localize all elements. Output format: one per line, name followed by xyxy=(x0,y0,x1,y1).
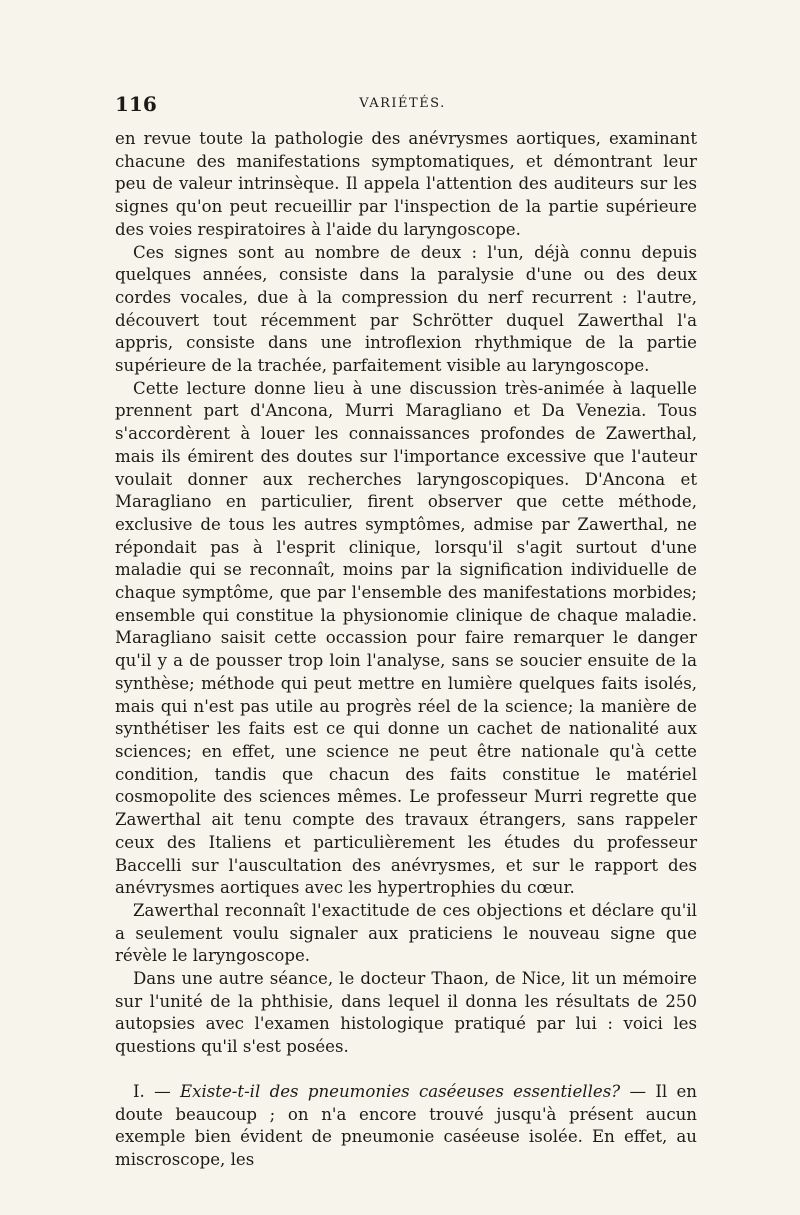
section-dash: — xyxy=(144,1081,181,1101)
page-body xyxy=(115,128,697,1172)
section-question: Existe-t-il des pneumonies caséeuses essentielles? xyxy=(180,1081,621,1101)
running-title: VARIÉTÉS. xyxy=(359,96,446,111)
paragraph-laryngoscope-signs: Ces signes sont au nombre de deux : l'un, déjà connu depuis quelques années, consiste dans la paralysie d'une ou des deux cordes vocales, due à la compression du nerf recurrent : l'autre, découvert tout récemment par Schrötter duquel Zawerthal l'a appris, consiste dans une introflexion rhythmique de la partie supérieure de la trachée, parfaitement visible au laryngoscope. xyxy=(115,242,697,376)
paragraph-discussion: Cette lecture donne lieu à une discussion très-animée à laquelle prennent part d'Ancona, Murri Maragliano et Da Venezia. Tous s'accordèrent à louer les connaissances profondes de Zawerthal, mais ils émirent des doutes sur l'importance excessive que l'auteur voulait donner aux recherches laryngoscopiques. D'Ancona et Maragliano en particulier, firent observer que cette méthode, exclusive de tous les autres symptômes, admise par Zawerthal, ne répondait pas à l'esprit clinique, lorsqu'il s'agit surtout d'une maladie qui se reconnaît, moins par la signification individuelle de chaque symptôme, que par l'ensemble des manifestations morbides; ensemble qui constitue la physionomie clinique de chaque maladie. Maragliano saisit cette occassion pour faire remarquer le danger qu'il y a de pousser trop loin l'analyse, sans se soucier ensuite de la synthèse; méthode qui peut mettre en lumière quelques faits isolés, mais qui n'est pas utile au progrès réel de la science; la manière de synthétiser les faits est ce qui donne un cachet de nationalité aux sciences; en effet, une science ne peut être nationale qu'à cette condition, tandis que chacun des faits constitue le matériel cosmopolite des sciences mêmes. Le professeur Murri regrette que Zawerthal ait tenu compte des travaux étrangers, sans rappeler ceux des Italiens et particulièrement les études du professeur Baccelli sur l'auscultation des anévrysmes, et sur le rapport des anévrysmes aortiques avec les hypertrophies du cœur. xyxy=(115,378,697,898)
page-header xyxy=(115,92,690,122)
paragraph-thaon-memoir: Dans une autre séance, le docteur Thaon, de Nice, lit un mémoire sur l'unité de la phthisie, dans lequel il donna les résultats de 250 autopsies avec l'examen histologique pratiqué par lui : voici les questions qu'il s'est posées. xyxy=(115,969,697,1057)
section-numeral: I. xyxy=(133,1081,145,1101)
section-question-1 xyxy=(115,1081,697,1172)
section-text: — Il en doute beaucoup ; on n'a encore trouvé jusqu'à présent aucun exemple bien évident de pneumonie caséeuse isolée. En effet, au miscroscope, les xyxy=(115,1081,697,1169)
paragraph-zawerthal-reply: Zawerthal reconnaît l'exactitude de ces objections et déclare qu'il a seulement voulu signaler aux praticiens le nouveau signe que révèle le laryngoscope. xyxy=(115,900,697,966)
paragraph-continuation: en revue toute la pathologie des anévrysmes aortiques, examinant chacune des manifestations symptomatiques, et démontrant leur peu de valeur intrinsèque. Il appela l'attention des auditeurs sur les signes qu'on peut recueillir par l'inspection de la partie supérieure des voies respiratoires à l'aide du laryngoscope. xyxy=(115,129,697,239)
page-number: 116 xyxy=(115,92,157,116)
